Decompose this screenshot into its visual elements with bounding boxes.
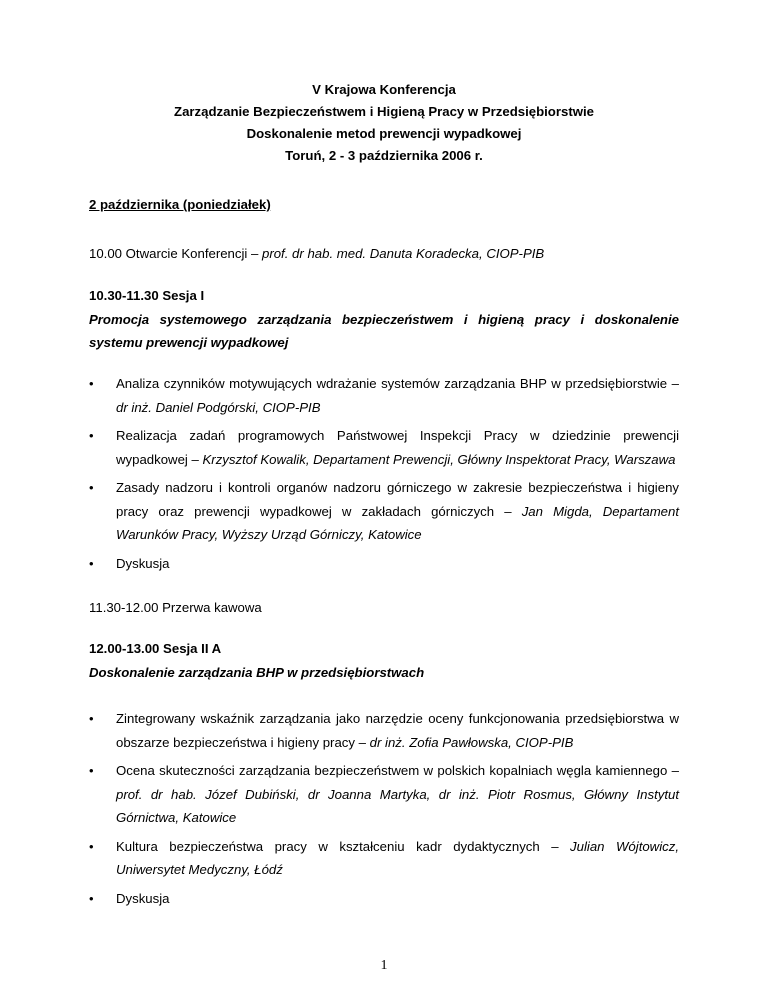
page-number: 1 xyxy=(380,958,388,973)
coffee-break: 11.30-12.00 Przerwa kawowa xyxy=(89,600,262,615)
list-item: • Realizacja zadań programowych Państwowej Inspekcji Pracy w dziedzinie prewencji wypadkowej – Krzysztof Kowalik, Departament Prewencji, Główny Inspektorat Pracy, Warszawa xyxy=(89,424,679,471)
session2-time: 12.00-13.00 Sesja II A xyxy=(89,641,222,656)
session2-list xyxy=(89,707,679,915)
session1-list xyxy=(89,372,679,580)
header-line-2: Zarządzanie Bezpieczeństwem i Higieną Pracy w Przedsiębiorstwie xyxy=(174,104,594,119)
conference-header xyxy=(0,79,768,167)
list-item: • Dyskusja xyxy=(89,552,679,576)
header-line-1: V Krajowa Konferencja xyxy=(312,82,456,97)
opening-speaker: prof. dr hab. med. Danuta Koradecka, CIOP-PIB xyxy=(262,246,545,261)
day-heading: 2 października (poniedziałek) xyxy=(89,197,271,212)
list-item: • Zasady nadzoru i kontroli organów nadzoru górniczego w zakresie bezpieczeństwa i higieny pracy oraz prewencji wypadkowej w zakładach górniczych – Jan Migda, Departament Warunków Pracy, Wyższy Urząd Górniczy, Katowice xyxy=(89,476,679,547)
session2-title: Doskonalenie zarządzania BHP w przedsiębiorstwach xyxy=(89,665,425,680)
opening-line xyxy=(89,243,679,265)
session1-time: 10.30-11.30 Sesja I xyxy=(89,288,205,303)
list-item: • Dyskusja xyxy=(89,887,679,911)
list-item: • Zintegrowany wskaźnik zarządzania jako narzędzie oceny funkcjonowania przedsiębiorstwa w obszarze bezpieczeństwa i higieny pracy – dr inż. Zofia Pawłowska, CIOP-PIB xyxy=(89,707,679,754)
list-item: • Ocena skuteczności zarządzania bezpieczeństwem w polskich kopalniach węgla kamiennego – prof. dr hab. Józef Dubiński, dr Joanna Martyka, dr inż. Piotr Rosmus, Główny Instytut Górnictwa, Katowice xyxy=(89,759,679,830)
header-line-4: Toruń, 2 - 3 października 2006 r. xyxy=(285,148,483,163)
list-item: • Analiza czynników motywujących wdrażanie systemów zarządzania BHP w przedsiębiorstwie – dr inż. Daniel Podgórski, CIOP-PIB xyxy=(89,372,679,419)
header-line-3: Doskonalenie metod prewencji wypadkowej xyxy=(246,126,522,141)
list-item: • Kultura bezpieczeństwa pracy w kształceniu kadr dydaktycznych – Julian Wójtowicz, Uniwersytet Medyczny, Łódź xyxy=(89,835,679,882)
session1-title: Promocja systemowego zarządzania bezpieczeństwem i higieną pracy i doskonalenie systemu prewencji wypadkowej xyxy=(89,312,679,350)
opening-text: 10.00 Otwarcie Konferencji – xyxy=(89,246,262,261)
